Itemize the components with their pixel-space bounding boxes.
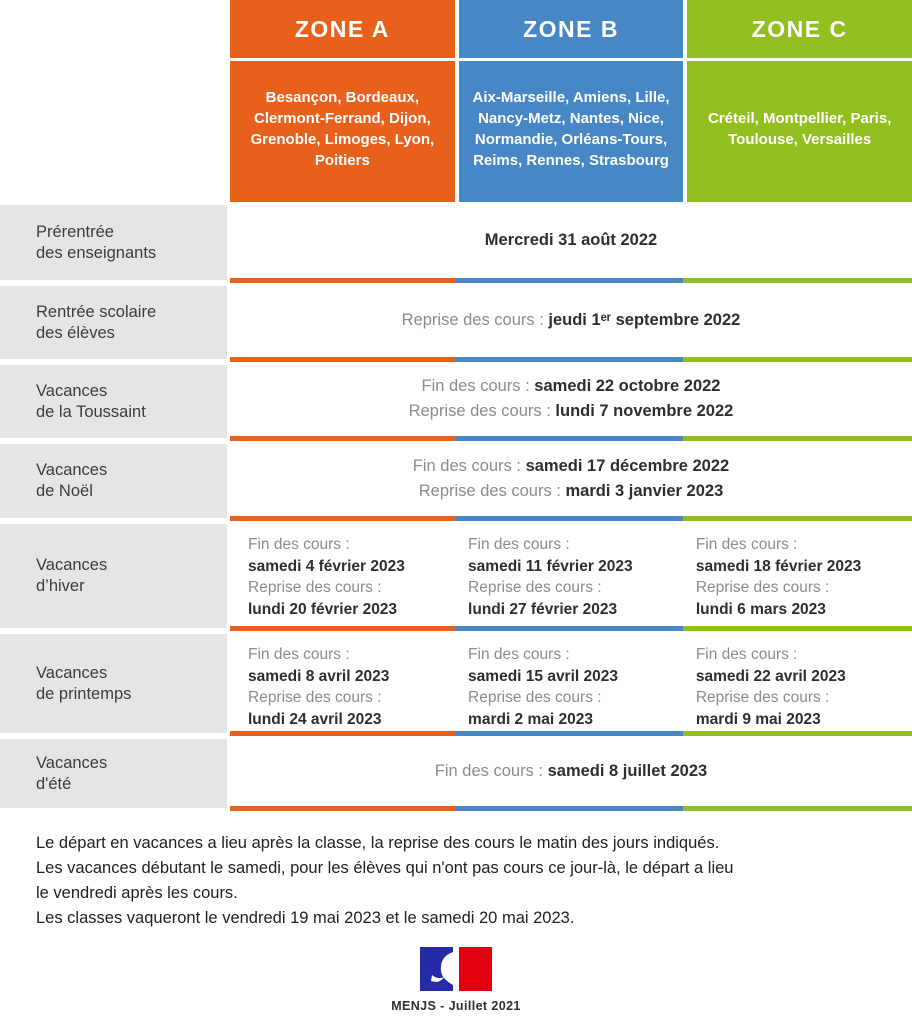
date-line: Reprise des cours : jeudi 1ᵉʳ septembre 2022 [401,310,741,329]
row-label [0,444,227,518]
zone-a-cell: Fin des cours : samedi 8 avril 2023 Reprise des cours : lundi 24 avril 2023 [248,646,390,728]
zone-a-cell: Fin des cours : samedi 4 février 2023 Reprise des cours : lundi 20 février 2023 [248,536,405,618]
zone-a-title: ZONE A [294,15,390,42]
row-vacances-noel [0,441,912,521]
date-line: Reprise des cours : lundi 7 novembre 2022 [408,402,734,420]
row-label-line: Vacances [36,556,108,574]
zone-b-cities: Aix-Marseille, Amiens, Lille, Nancy-Metz, Nantes, Nice, Normandie, Orléans-Tours, Reims, Rennes, Strasbourg [472,88,670,169]
row-label [0,205,227,280]
date-line: Fin des cours : samedi 22 octobre 2022 [421,377,721,395]
row-dates-per-zone [230,521,912,626]
row-divider-bar [230,806,912,811]
row-label-line: Vacances [36,381,108,400]
row-vacances-printemps [0,631,912,736]
zone-a-cities: Besançon, Bordeaux, Clermont-Ferrand, Dijon, Grenoble, Limoges, Lyon, Poitiers [250,88,435,169]
marianne-logo [420,947,492,991]
zone-b-title: ZONE B [523,15,619,42]
row-rentree-scolaire [0,283,912,362]
row-label-line: Vacances [36,753,108,772]
footnotes [36,831,872,931]
zone-c-column [687,0,912,202]
row-label-line: Vacances [36,461,108,479]
row-dates [230,362,912,436]
row-dates [230,736,912,806]
row-dates [230,441,912,516]
date-line: Fin des cours : samedi 17 décembre 2022 [412,456,730,475]
row-vacances-toussaint [0,362,912,441]
zone-c-cell: Fin des cours : samedi 22 avril 2023 Reprise des cours : mardi 9 mai 2023 [695,646,846,728]
row-label [0,739,227,808]
row-label-line: Rentrée scolaire [36,302,157,321]
row-label-line: des élèves [36,323,115,342]
row-dates [230,283,912,357]
date-line: Fin des cours : samedi 8 juillet 2023 [434,761,708,780]
bar-segment-zone-b [455,806,683,811]
date-line: Reprise des cours : mardi 3 janvier 2023 [418,481,724,500]
row-label-line: des enseignants [36,243,157,262]
footnote-line: le vendredi après les cours. [36,884,238,902]
zone-c-title: ZONE C [751,15,848,42]
bar-segment-zone-a [230,806,455,811]
zone-b-cell: Fin des cours : samedi 15 avril 2023 Reprise des cours : mardi 2 mai 2023 [468,646,618,728]
footer [0,947,912,1013]
row-vacances-ete [0,736,912,811]
zones-header [230,0,912,202]
zone-a-column [230,0,455,202]
row-label-line: de printemps [36,684,132,703]
row-dates-per-zone [230,631,912,731]
zone-b-column [459,0,684,202]
zone-c-cities: Créteil, Montpellier, Paris, Toulouse, Versailles [707,109,892,148]
zone-c-cell: Fin des cours : samedi 18 février 2023 Reprise des cours : lundi 6 mars 2023 [695,536,862,618]
date-line: Mercredi 31 août 2022 [484,230,658,249]
row-label-line: de Noël [36,482,93,500]
row-label [0,524,227,628]
row-label-line: de la Toussaint [36,402,146,421]
zone-b-cell: Fin des cours : samedi 11 février 2023 Reprise des cours : lundi 27 février 2023 [468,536,633,618]
row-label-line: Prérentrée [36,222,114,241]
footnote-line: Les vacances débutant le samedi, pour les élèves qui n'ont pas cours ce jour-là, le départ a lieu [36,859,734,877]
footnote-line: Le départ en vacances a lieu après la classe, la reprise des cours le matin des jours indiqués. [36,834,720,852]
row-label-line: Vacances [36,663,108,682]
row-label [0,365,227,438]
logo-caption: MENJS - Juillet 2021 [391,999,521,1013]
row-dates [230,202,912,278]
row-vacances-hiver [0,521,912,631]
row-label-line: d'été [36,774,72,793]
row-label [0,286,227,359]
row-prerentree-enseignants [0,202,912,283]
row-label [0,634,227,733]
footnote-line: Les classes vaqueront le vendredi 19 mai 2023 et le samedi 20 mai 2023. [36,909,575,927]
bar-segment-zone-c [683,806,912,811]
row-label-line: d’hiver [36,577,85,595]
